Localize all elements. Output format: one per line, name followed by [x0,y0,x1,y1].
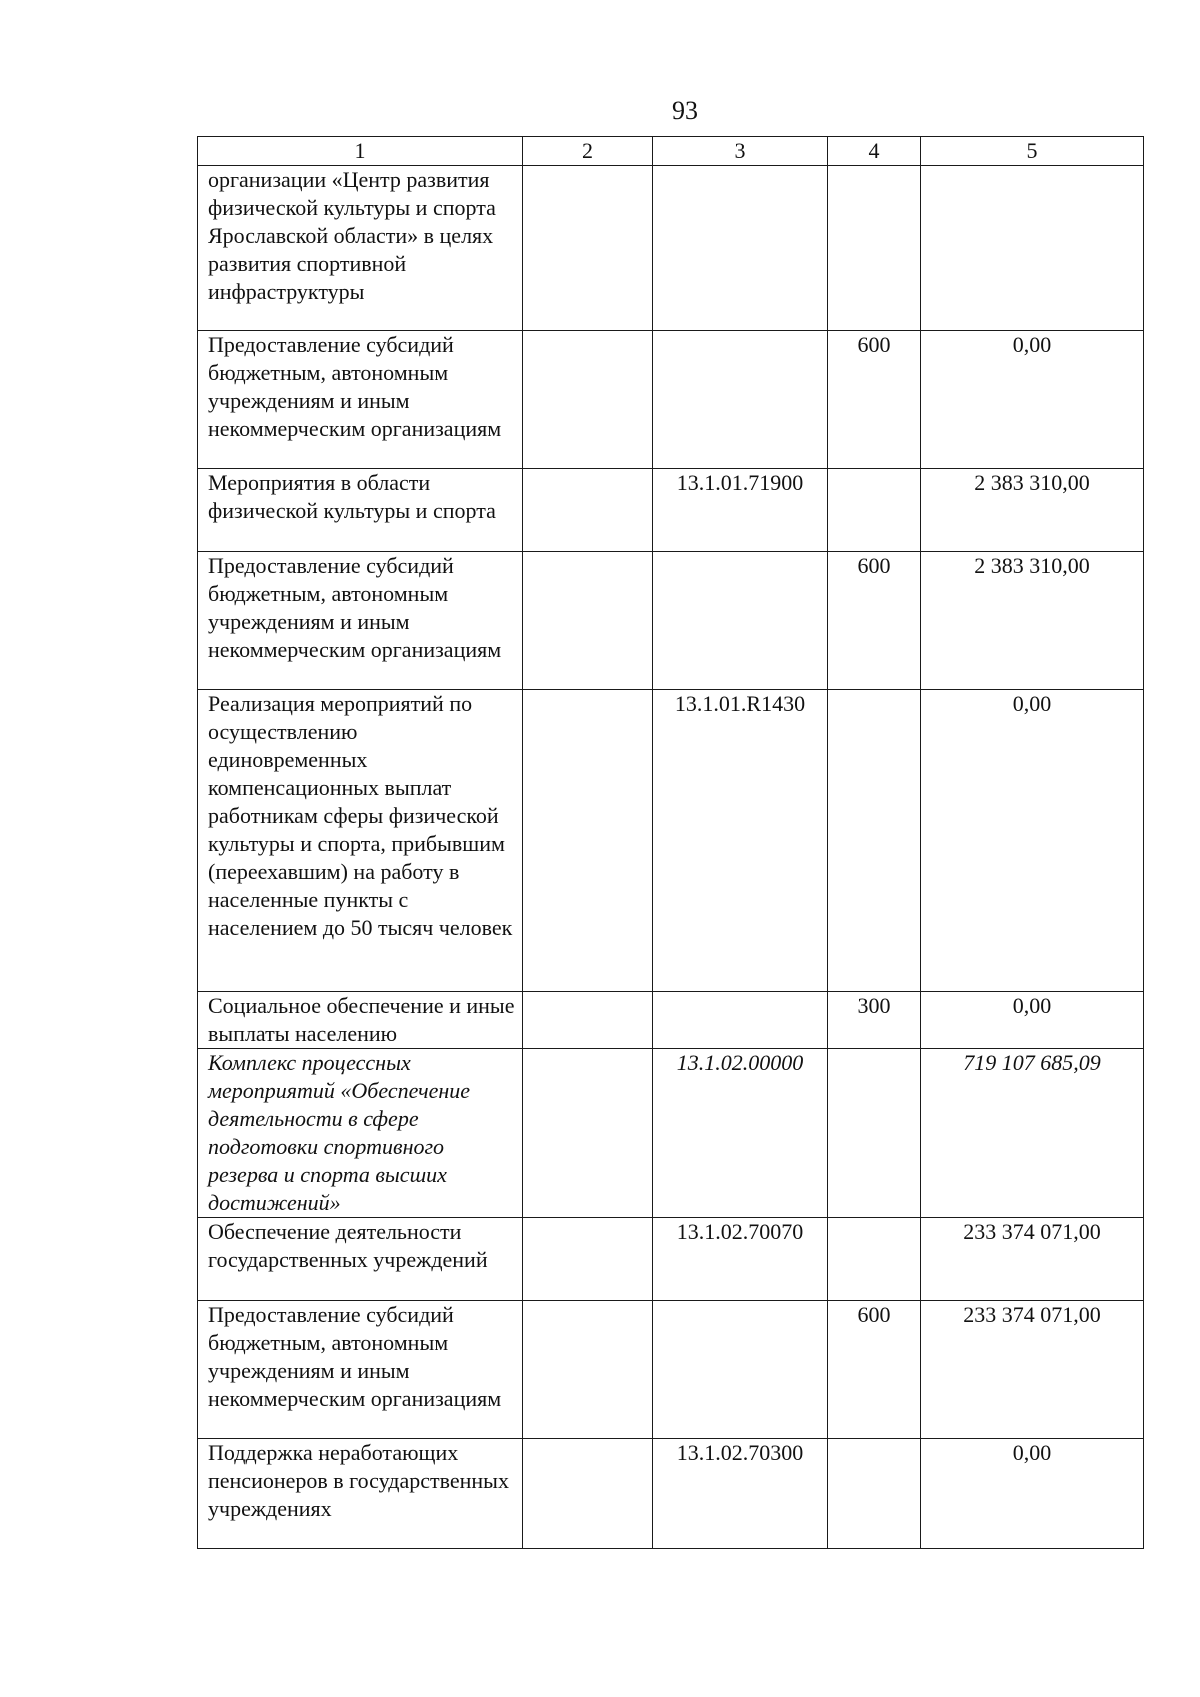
table-row [198,1439,1144,1549]
table-cell: Поддержка неработающих пенсионеров в государственных учреждениях [198,1439,523,1549]
page-number: 93 [672,96,698,125]
table-cell: 300 [828,992,921,1049]
table-row [198,331,1144,469]
table-cell: 600 [828,552,921,690]
table-cell [523,1049,653,1218]
table-cell [523,331,653,469]
table-row [198,1301,1144,1439]
table-cell [523,1301,653,1439]
table-cell: Реализация мероприятий по осуществлению единовременных компенсационных выплат работникам сферы физической культуры и спорта, прибывшим (переехавшим) на работу в населенные пункты с населением до 50 тысяч человек [198,690,523,992]
table-cell: 13.1.01.R1430 [653,690,828,992]
table-cell [523,690,653,992]
table-cell: 719 107 685,09 [921,1049,1144,1218]
table-cell: 13.1.02.00000 [653,1049,828,1218]
table-row [198,166,1144,331]
table-cell [921,166,1144,331]
table-header-row [198,137,1144,166]
column-header: 4 [828,137,921,166]
table-cell: Социальное обеспечение и иные выплаты населению [198,992,523,1049]
table-row [198,1049,1144,1218]
table-cell [523,552,653,690]
table-row [198,552,1144,690]
table-cell [653,166,828,331]
table-row [198,469,1144,552]
table-cell: Обеспечение деятельности государственных учреждений [198,1218,523,1301]
budget-table [197,136,1144,1549]
column-header: 2 [523,137,653,166]
table-cell [523,166,653,331]
table-cell: Предоставление субсидий бюджетным, автономным учреждениям и иным некоммерческим организациям [198,331,523,469]
table-cell [828,690,921,992]
table-cell: 0,00 [921,1439,1144,1549]
table-cell: 13.1.01.71900 [653,469,828,552]
table-cell [523,1439,653,1549]
table-cell [828,1049,921,1218]
table-row [198,1218,1144,1301]
table-cell: 600 [828,331,921,469]
table-cell: 2 383 310,00 [921,552,1144,690]
table-cell [653,331,828,469]
table-cell: организации «Центр развития физической культуры и спорта Ярославской области» в целях развития спортивной инфраструктуры [198,166,523,331]
table-cell [653,552,828,690]
table-cell [653,1301,828,1439]
table-cell: 0,00 [921,331,1144,469]
table-cell [523,1218,653,1301]
table-cell [828,166,921,331]
table-cell [653,992,828,1049]
table-cell: 600 [828,1301,921,1439]
column-header: 5 [921,137,1144,166]
table-cell: 13.1.02.70300 [653,1439,828,1549]
table-row [198,992,1144,1049]
table-cell: 2 383 310,00 [921,469,1144,552]
column-header: 1 [198,137,523,166]
table-cell [523,469,653,552]
table-cell: Мероприятия в области физической культуры и спорта [198,469,523,552]
table-cell: Комплекс процессных мероприятий «Обеспечение деятельности в сфере подготовки спортивного резерва и спорта высших достижений» [198,1049,523,1218]
table-cell: Предоставление субсидий бюджетным, автономным учреждениям и иным некоммерческим организациям [198,1301,523,1439]
table-cell [828,1439,921,1549]
table-cell: 13.1.02.70070 [653,1218,828,1301]
column-header: 3 [653,137,828,166]
table-cell [828,1218,921,1301]
table-cell: 0,00 [921,690,1144,992]
table-row [198,690,1144,992]
table-cell: 0,00 [921,992,1144,1049]
table-cell: Предоставление субсидий бюджетным, автономным учреждениям и иным некоммерческим организациям [198,552,523,690]
table-cell [523,992,653,1049]
table-cell: 233 374 071,00 [921,1218,1144,1301]
table-cell [828,469,921,552]
table-cell: 233 374 071,00 [921,1301,1144,1439]
